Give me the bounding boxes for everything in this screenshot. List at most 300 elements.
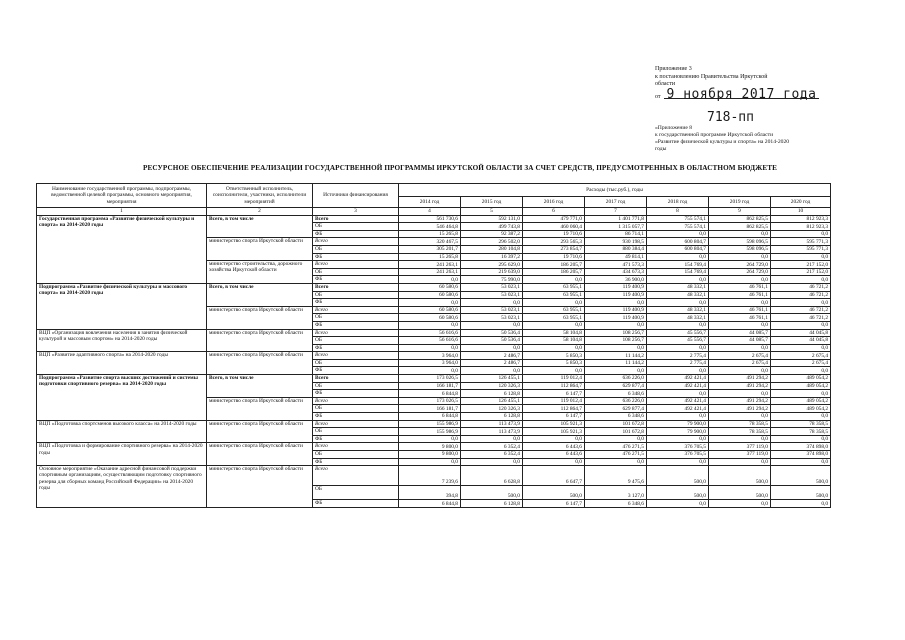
value-cell: 598 096,5	[709, 238, 771, 246]
responsible-cell: Всего, в том числе	[207, 283, 313, 306]
column-number: 1	[37, 208, 207, 216]
value-cell: 264 729,0	[709, 268, 771, 276]
value-cell: 126 455,1	[461, 397, 523, 405]
source-cell: ФБ	[313, 253, 399, 261]
value-cell: 166 181,7	[399, 382, 461, 390]
value-cell: 79 900,0	[647, 420, 709, 428]
value-cell: 155 986,9	[399, 428, 461, 436]
value-cell: 36 900,0	[585, 276, 647, 284]
source-cell: ФБ	[313, 321, 399, 329]
value-cell: 44 085,7	[709, 337, 771, 345]
header-line: к постановлению Правительства Иркутской	[655, 73, 768, 80]
value-cell: 2 675,4	[709, 359, 771, 367]
value-cell: 489 054,2	[771, 382, 831, 390]
value-cell: 78 358,5	[709, 420, 771, 428]
value-cell: 0,0	[771, 390, 831, 398]
value-cell: 0,0	[771, 253, 831, 261]
value-cell: 295 629,0	[461, 261, 523, 269]
value-cell: 6 147,7	[523, 413, 585, 421]
responsible-cell: министерство спорта Иркутской области	[207, 420, 313, 443]
value-cell: 0,0	[461, 435, 523, 443]
value-cell: 48 332,1	[647, 291, 709, 299]
value-cell: 880 384,4	[585, 245, 647, 253]
date-row	[655, 86, 865, 107]
value-cell: 394,8	[399, 486, 461, 500]
source-cell: ОБ	[313, 291, 399, 299]
value-cell: 155 986,9	[399, 420, 461, 428]
value-cell: 0,0	[461, 321, 523, 329]
column-number: 4	[399, 208, 461, 216]
value-cell: 0,0	[771, 435, 831, 443]
value-cell: 500,0	[647, 486, 709, 500]
value-cell: 58 104,8	[523, 337, 585, 345]
value-cell: 0,0	[771, 344, 831, 352]
value-cell: 0,0	[647, 344, 709, 352]
value-cell: 11 144,2	[585, 352, 647, 360]
column-number: 10	[771, 208, 831, 216]
resolution-header	[655, 66, 865, 107]
program-name-cell: Основное мероприятие «Оказание адресной финансовой поддержки спортивным организациям, осуществляющим подготовку спортивного резерва для сборных команд Российской Федерации» на 2014-2020 годы	[37, 466, 207, 508]
value-cell: 0,0	[523, 344, 585, 352]
value-cell: 374 898,0	[771, 451, 831, 459]
value-cell: 50 536,4	[461, 337, 523, 345]
value-cell: 186 205,7	[523, 261, 585, 269]
value-cell: 9 475,6	[585, 466, 647, 486]
column-number: 6	[523, 208, 585, 216]
value-cell: 119 400,9	[585, 314, 647, 322]
value-cell: 434 673,3	[585, 268, 647, 276]
value-cell: 0,0	[709, 299, 771, 307]
value-cell: 264 729,0	[709, 261, 771, 269]
value-cell: 78 358,5	[771, 428, 831, 436]
responsible-cell: министерство спорта Иркутской области	[207, 306, 313, 329]
value-cell: 3 964,0	[399, 359, 461, 367]
source-cell: ФБ	[313, 500, 399, 508]
value-cell: 79 900,0	[647, 428, 709, 436]
value-cell: 0,0	[523, 367, 585, 375]
table-row	[37, 352, 831, 360]
value-cell: 0,0	[647, 299, 709, 307]
program-name-cell: Государственная программа «Развитие физической культуры и спорта» на 2014-2020 годы	[37, 215, 207, 283]
value-cell: 78 358,5	[771, 420, 831, 428]
value-cell: 0,0	[709, 253, 771, 261]
value-cell: 0,0	[771, 500, 831, 508]
value-cell: 595 771,3	[771, 245, 831, 253]
value-cell: 492 421,4	[647, 375, 709, 383]
value-cell: 0,0	[523, 435, 585, 443]
value-cell: 862 825,5	[709, 215, 771, 223]
value-cell: 471 573,3	[585, 261, 647, 269]
value-cell: 46 761,1	[709, 291, 771, 299]
value-cell: 6 147,7	[523, 390, 585, 398]
value-cell: 500,0	[771, 466, 831, 486]
handwritten-date: 9 ноября 2017 года	[664, 91, 820, 100]
value-cell: 0,0	[647, 276, 709, 284]
value-cell: 296 502,0	[461, 238, 523, 246]
resource-table-wrap	[36, 183, 830, 508]
value-cell: 119 400,9	[585, 291, 647, 299]
value-cell: 755 574,1	[647, 215, 709, 223]
responsible-cell: министерство строительства, дорожного хозяйства Иркутской области	[207, 261, 313, 284]
value-cell: 5 850,3	[523, 359, 585, 367]
value-cell: 6 844,8	[399, 413, 461, 421]
value-cell: 6 647,7	[523, 466, 585, 486]
value-cell: 9 800,0	[399, 443, 461, 451]
value-cell: 86 714,1	[585, 230, 647, 238]
value-cell: 105 921,3	[523, 428, 585, 436]
value-cell: 0,0	[709, 344, 771, 352]
value-cell: 0,0	[399, 458, 461, 466]
value-cell: 636 226,0	[585, 397, 647, 405]
value-cell: 6 348,6	[585, 500, 647, 508]
value-cell: 273 854,7	[523, 245, 585, 253]
table-row	[37, 283, 831, 291]
value-cell: 56 616,6	[399, 329, 461, 337]
source-cell: ОБ	[313, 337, 399, 345]
col-header-expenses: Расходы (тыс.руб.), годы	[399, 184, 831, 197]
source-cell: Всего	[313, 215, 399, 223]
value-cell: 173 026,5	[399, 375, 461, 383]
value-cell: 0,0	[647, 390, 709, 398]
column-number: 5	[461, 208, 523, 216]
value-cell: 46 721,2	[771, 314, 831, 322]
value-cell: 0,0	[771, 230, 831, 238]
value-cell: 0,0	[647, 230, 709, 238]
value-cell: 2 775,4	[647, 359, 709, 367]
source-cell: ОБ	[313, 405, 399, 413]
value-cell: 217 152,0	[771, 268, 831, 276]
value-cell: 50 536,4	[461, 329, 523, 337]
value-cell: 53 023,1	[461, 283, 523, 291]
value-cell: 241 263,1	[399, 268, 461, 276]
value-cell: 5 850,3	[523, 352, 585, 360]
value-cell: 44 045,8	[771, 329, 831, 337]
value-cell: 755 574,1	[647, 223, 709, 231]
source-cell: ФБ	[313, 435, 399, 443]
value-cell: 0,0	[399, 344, 461, 352]
source-cell: Всего	[313, 329, 399, 337]
value-cell: 500,0	[647, 466, 709, 486]
value-cell: 862 825,5	[709, 223, 771, 231]
value-cell: 0,0	[647, 435, 709, 443]
value-cell: 376 705,5	[647, 443, 709, 451]
col-header-source: Источники финансирования	[313, 184, 399, 208]
value-cell: 11 144,2	[585, 359, 647, 367]
value-cell: 105 921,3	[523, 420, 585, 428]
header-line: области	[655, 81, 676, 88]
year-header: 2019 год	[709, 197, 771, 208]
value-cell: 636 226,0	[585, 375, 647, 383]
value-cell: 2 675,4	[771, 352, 831, 360]
value-cell: 2 675,4	[771, 359, 831, 367]
value-cell: 0,0	[399, 321, 461, 329]
source-cell: ФБ	[313, 390, 399, 398]
value-cell: 460 060,4	[523, 223, 585, 231]
value-cell: 476 271,5	[585, 443, 647, 451]
value-cell: 112 864,7	[523, 382, 585, 390]
source-cell: ФБ	[313, 230, 399, 238]
value-cell: 293 565,3	[523, 238, 585, 246]
source-cell: Всего	[313, 375, 399, 383]
source-cell: ФБ	[313, 276, 399, 284]
source-cell: ОБ	[313, 314, 399, 322]
value-cell: 0,0	[523, 321, 585, 329]
program-name-cell: ВЦП «Развитие адаптивного спорта» на 2014-2020 годы	[37, 352, 207, 375]
value-cell: 63 955,1	[523, 314, 585, 322]
table-row	[37, 466, 831, 486]
value-cell: 0,0	[399, 367, 461, 375]
value-cell: 108 256,7	[585, 337, 647, 345]
value-cell: 376 705,5	[647, 451, 709, 459]
value-cell: 6 128,8	[461, 390, 523, 398]
value-cell: 6 844,8	[399, 500, 461, 508]
value-cell: 0,0	[647, 500, 709, 508]
source-cell: Всего	[313, 466, 399, 486]
value-cell: 120 326,3	[461, 382, 523, 390]
source-cell: Всего	[313, 306, 399, 314]
source-cell: Всего	[313, 261, 399, 269]
value-cell: 6 443,6	[523, 443, 585, 451]
value-cell: 78 358,5	[709, 428, 771, 436]
header-line: Приложение 3	[655, 66, 692, 72]
value-cell: 48 332,1	[647, 314, 709, 322]
resource-table	[36, 183, 831, 508]
source-cell: ОБ	[313, 268, 399, 276]
value-cell: 46 721,2	[771, 291, 831, 299]
year-header: 2018 год	[647, 197, 709, 208]
value-cell: 6 628,8	[461, 466, 523, 486]
value-cell: 48 332,1	[647, 306, 709, 314]
value-cell: 491 294,2	[709, 405, 771, 413]
year-header: 2014 год	[399, 197, 461, 208]
column-number: 9	[709, 208, 771, 216]
value-cell: 0,0	[585, 299, 647, 307]
value-cell: 63 955,1	[523, 306, 585, 314]
annex-line: годы	[655, 146, 667, 152]
value-cell: 0,0	[709, 390, 771, 398]
value-cell: 0,0	[523, 299, 585, 307]
document-title: РЕСУРСНОЕ ОБЕСПЕЧЕНИЕ РЕАЛИЗАЦИИ ГОСУДАРСТВЕННОЙ ПРОГРАММЫ ИРКУТСКОЙ ОБЛАСТИ ЗА СЧЕТ СРЕДСТВ, ПРЕДУСМОТРЕННЫХ В ОБЛАСТНОМ БЮДЖЕТЕ	[142, 164, 778, 172]
value-cell: 154 769,4	[647, 268, 709, 276]
responsible-cell: министерство спорта Иркутской области	[207, 238, 313, 261]
source-cell: Всего	[313, 283, 399, 291]
value-cell: 491 294,2	[709, 382, 771, 390]
value-cell: 595 771,3	[771, 238, 831, 246]
value-cell: 0,0	[399, 276, 461, 284]
value-cell: 500,0	[523, 486, 585, 500]
value-cell: 1 315 057,7	[585, 223, 647, 231]
value-cell: 374 898,0	[771, 443, 831, 451]
value-cell: 15 265,8	[399, 253, 461, 261]
value-cell: 46 721,2	[771, 306, 831, 314]
value-cell: 19 710,6	[523, 253, 585, 261]
value-cell: 166 181,7	[399, 405, 461, 413]
value-cell: 63 955,1	[523, 291, 585, 299]
value-cell: 1 401 771,8	[585, 215, 647, 223]
column-numbers-row	[37, 208, 831, 216]
value-cell: 60 580,6	[399, 314, 461, 322]
value-cell: 63 955,1	[523, 283, 585, 291]
value-cell: 60 580,6	[399, 291, 461, 299]
value-cell: 0,0	[709, 230, 771, 238]
responsible-cell: министерство спорта Иркутской области	[207, 397, 313, 420]
value-cell: 0,0	[709, 276, 771, 284]
value-cell: 546 464,8	[399, 223, 461, 231]
value-cell: 320 467,5	[399, 238, 461, 246]
value-cell: 0,0	[523, 276, 585, 284]
program-name-cell: ВЦП «Подготовка и формирование спортивного резерва» на 2014-2020 годы	[37, 443, 207, 466]
value-cell: 119 012,4	[523, 397, 585, 405]
responsible-cell: Всего, в том числе	[207, 215, 313, 238]
year-header: 2017 год	[585, 197, 647, 208]
table-row	[37, 420, 831, 428]
value-cell: 0,0	[647, 253, 709, 261]
value-cell: 600 804,7	[647, 245, 709, 253]
table-row	[37, 329, 831, 337]
value-cell: 0,0	[585, 344, 647, 352]
source-cell: Всего	[313, 443, 399, 451]
column-number: 7	[585, 208, 647, 216]
value-cell: 500,0	[709, 486, 771, 500]
value-cell: 489 054,2	[771, 375, 831, 383]
value-cell: 0,0	[709, 413, 771, 421]
value-cell: 6 352,4	[461, 451, 523, 459]
value-cell: 499 743,8	[461, 223, 523, 231]
source-cell: ОБ	[313, 382, 399, 390]
value-cell: 113 473,9	[461, 428, 523, 436]
value-cell: 120 326,3	[461, 405, 523, 413]
from-label: от	[655, 93, 661, 100]
col-header-name: Наименование государственной программы, подпрограммы, ведомственной целевой программы, основного мероприятия, мероприятия	[37, 184, 207, 208]
value-cell: 561 730,6	[399, 215, 461, 223]
value-cell: 492 421,4	[647, 405, 709, 413]
value-cell: 15 265,8	[399, 230, 461, 238]
source-cell: ФБ	[313, 458, 399, 466]
value-cell: 60 580,6	[399, 306, 461, 314]
value-cell: 0,0	[399, 299, 461, 307]
value-cell: 0,0	[771, 321, 831, 329]
value-cell: 60 580,6	[399, 283, 461, 291]
value-cell: 0,0	[585, 435, 647, 443]
value-cell: 101 672,8	[585, 428, 647, 436]
responsible-cell: министерство спорта Иркутской области	[207, 329, 313, 352]
value-cell: 45 556,7	[647, 329, 709, 337]
value-cell: 119 012,4	[523, 375, 585, 383]
source-cell: ОБ	[313, 451, 399, 459]
year-header: 2020 год	[771, 197, 831, 208]
source-cell: ФБ	[313, 367, 399, 375]
value-cell: 2 675,4	[709, 352, 771, 360]
value-cell: 479 771,0	[523, 215, 585, 223]
table-body	[37, 215, 831, 507]
value-cell: 0,0	[647, 321, 709, 329]
value-cell: 154 769,4	[647, 261, 709, 269]
value-cell: 2 486,7	[461, 352, 523, 360]
value-cell: 377 119,0	[709, 451, 771, 459]
responsible-cell: министерство спорта Иркутской области	[207, 352, 313, 375]
column-number: 3	[313, 208, 399, 216]
value-cell: 0,0	[523, 458, 585, 466]
value-cell: 0,0	[585, 367, 647, 375]
value-cell: 492 421,4	[647, 382, 709, 390]
value-cell: 598 096,5	[709, 245, 771, 253]
program-name-cell: ВЦП «Подготовка спортсменов высокого класса» на 2014-2020 годы	[37, 420, 207, 443]
table-row	[37, 443, 831, 451]
value-cell: 53 023,1	[461, 306, 523, 314]
value-cell: 500,0	[771, 486, 831, 500]
value-cell: 0,0	[585, 321, 647, 329]
responsible-cell: министерство спорта Иркутской области	[207, 466, 313, 508]
value-cell: 6 352,4	[461, 443, 523, 451]
value-cell: 241 263,1	[399, 261, 461, 269]
value-cell: 489 054,2	[771, 405, 831, 413]
value-cell: 377 119,0	[709, 443, 771, 451]
value-cell: 217 152,0	[771, 261, 831, 269]
value-cell: 46 761,1	[709, 314, 771, 322]
value-cell: 9 800,0	[399, 451, 461, 459]
value-cell: 119 400,9	[585, 283, 647, 291]
value-cell: 0,0	[771, 276, 831, 284]
value-cell: 280 104,8	[461, 245, 523, 253]
year-header: 2016 год	[523, 197, 585, 208]
table-row	[37, 375, 831, 383]
value-cell: 6 348,6	[585, 413, 647, 421]
value-cell: 6 128,8	[461, 413, 523, 421]
program-name-cell: ВЦП «Организация вовлечения населения в занятия физической культурой и массовым спортом» на 2014-2020 годы	[37, 329, 207, 352]
year-header: 2015 год	[461, 197, 523, 208]
value-cell: 45 556,7	[647, 337, 709, 345]
value-cell: 0,0	[771, 413, 831, 421]
source-cell: ФБ	[313, 413, 399, 421]
source-cell: Всего	[313, 397, 399, 405]
value-cell: 53 023,1	[461, 314, 523, 322]
value-cell: 0,0	[709, 321, 771, 329]
handwritten-number: 718-пп	[707, 110, 754, 125]
value-cell: 75 990,0	[461, 276, 523, 284]
column-number: 8	[647, 208, 709, 216]
value-cell: 56 616,6	[399, 337, 461, 345]
value-cell: 492 421,4	[647, 397, 709, 405]
value-cell: 2 775,4	[647, 352, 709, 360]
value-cell: 600 804,7	[647, 238, 709, 246]
value-cell: 500,0	[709, 466, 771, 486]
value-cell: 629 877,4	[585, 405, 647, 413]
value-cell: 6 128,8	[461, 500, 523, 508]
value-cell: 0,0	[461, 299, 523, 307]
source-cell: ОБ	[313, 245, 399, 253]
value-cell: 186 205,7	[523, 268, 585, 276]
value-cell: 108 256,7	[585, 329, 647, 337]
value-cell: 3 127,0	[585, 486, 647, 500]
value-cell: 500,0	[461, 486, 523, 500]
responsible-cell: министерство спорта Иркутской области	[207, 443, 313, 466]
value-cell: 6 147,7	[523, 500, 585, 508]
value-cell: 0,0	[771, 367, 831, 375]
value-cell: 491 294,2	[709, 397, 771, 405]
value-cell: 48 332,1	[647, 283, 709, 291]
value-cell: 92 387,2	[461, 230, 523, 238]
col-header-responsible: Ответственный исполнитель, соисполнители, участники, исполнители мероприятий	[207, 184, 313, 208]
value-cell: 44 045,8	[771, 337, 831, 345]
value-cell: 19 710,6	[523, 230, 585, 238]
value-cell: 46 761,1	[709, 283, 771, 291]
value-cell: 46 721,2	[771, 283, 831, 291]
value-cell: 0,0	[647, 367, 709, 375]
source-cell: ФБ	[313, 299, 399, 307]
value-cell: 0,0	[647, 458, 709, 466]
value-cell: 0,0	[709, 500, 771, 508]
value-cell: 476 271,5	[585, 451, 647, 459]
